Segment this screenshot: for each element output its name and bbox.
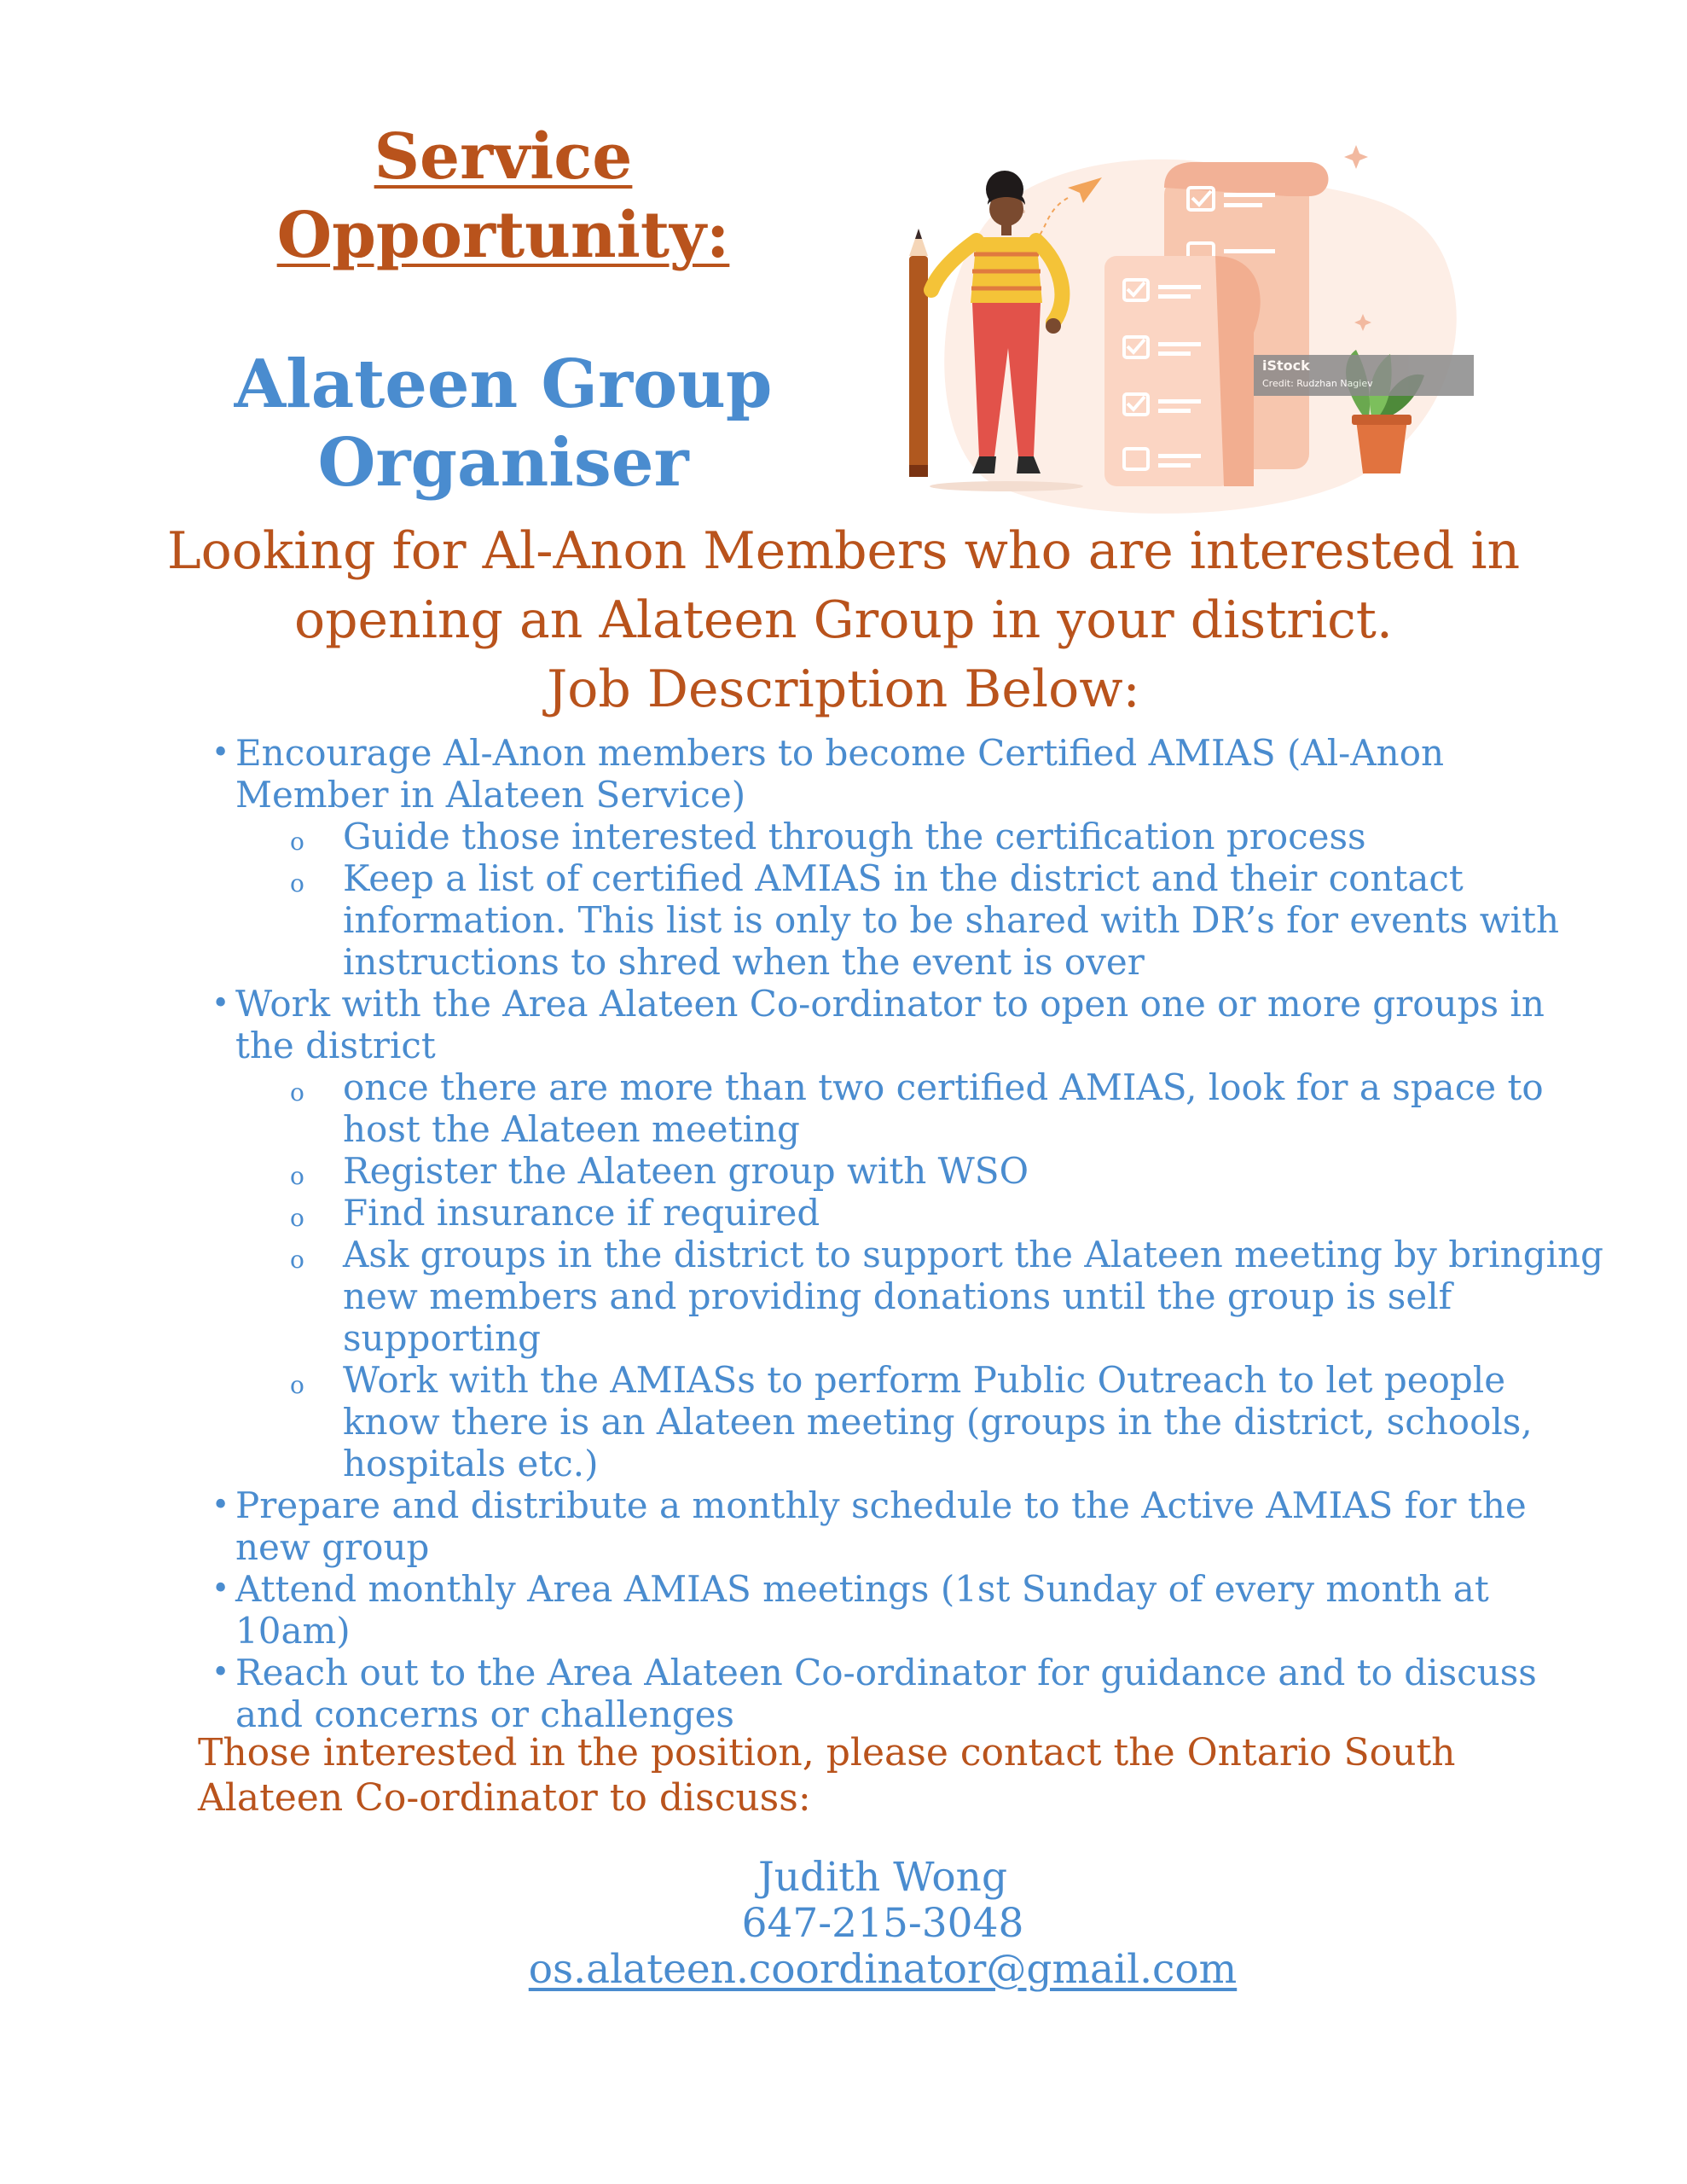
page-title: Service Opportunity:	[276, 120, 730, 272]
contact-note: Those interested in the position, please contact the Ontario South Alateen Co-ordinator to discuss:	[198, 1731, 1456, 1820]
list-item-text: Encourage Al-Anon members to become Certified AMIAS (Al-Anon Member in Alateen Service)	[235, 732, 1445, 816]
sub-list-item: o Keep a list of certified AMIAS in the district and their contact information. This list is only to be shared with DR’s for events with instructions to shred when the event is over	[235, 857, 1603, 983]
istock-logo-text: iStock	[1262, 357, 1310, 374]
woman-with-checklist-illustration	[878, 128, 1475, 520]
sub-list-item: o Guide those interested through the certification process	[235, 816, 1603, 857]
list-item	[205, 1484, 1603, 1568]
sub-list-item: o Find insurance if required	[235, 1192, 1603, 1234]
list-item-text: Attend monthly Area AMIAS meetings (1st Sunday of every month at 10am)	[235, 1568, 1489, 1652]
sub-list-item: o once there are more than two certified AMIAS, look for a space to host the Alateen meeting	[235, 1066, 1603, 1150]
intro-line-3: Job Description Below:	[547, 659, 1140, 719]
list-item	[205, 732, 1603, 983]
contact-email-link[interactable]: os.alateen.coordinator@gmail.com	[528, 1946, 1238, 1993]
sub-list	[235, 816, 1603, 983]
list-item	[205, 983, 1603, 1484]
istock-watermark	[1254, 355, 1474, 396]
pencil-icon	[909, 229, 928, 477]
list-item-text: Prepare and distribute a monthly schedule to the Active AMIAS for the new group	[235, 1484, 1527, 1568]
checklist-scroll-front-icon	[1104, 256, 1261, 486]
sub-list-item: o Work with the AMIASs to perform Public Outreach to let people know there is an Alateen meeting (groups in the district, schools, hospitals etc.)	[235, 1359, 1603, 1484]
sub-list-item: o Register the Alateen group with WSO	[235, 1150, 1603, 1192]
sub-list	[235, 1066, 1603, 1484]
contact-phone: 647-215-3048	[741, 1900, 1024, 1947]
list-item-text: Reach out to the Area Alateen Co-ordinator for guidance and to discuss and concerns or challenges	[235, 1652, 1537, 1735]
intro-line-2: opening an Alateen Group in your district.	[294, 590, 1393, 650]
contact-name: Judith Wong	[757, 1854, 1008, 1901]
role-title: Alateen Group Organiser	[234, 346, 773, 502]
intro-line-1: Looking for Al-Anon Members who are interested in	[166, 521, 1521, 581]
sub-list-item: o Ask groups in the district to support the Alateen meeting by bringing new members and providing donations until the group is self supporting	[235, 1234, 1603, 1359]
sparkle-icon	[1344, 145, 1368, 169]
istock-credit-text: Credit: Rudzhan Nagiev	[1262, 378, 1373, 389]
intro-text	[0, 517, 1687, 724]
job-description-list	[205, 732, 1603, 1735]
contact-block	[0, 1855, 1687, 1993]
list-item-text: Work with the Area Alateen Co-ordinator to open one or more groups in the district	[235, 983, 1545, 1066]
list-item	[205, 1568, 1603, 1652]
list-item	[205, 1652, 1603, 1735]
